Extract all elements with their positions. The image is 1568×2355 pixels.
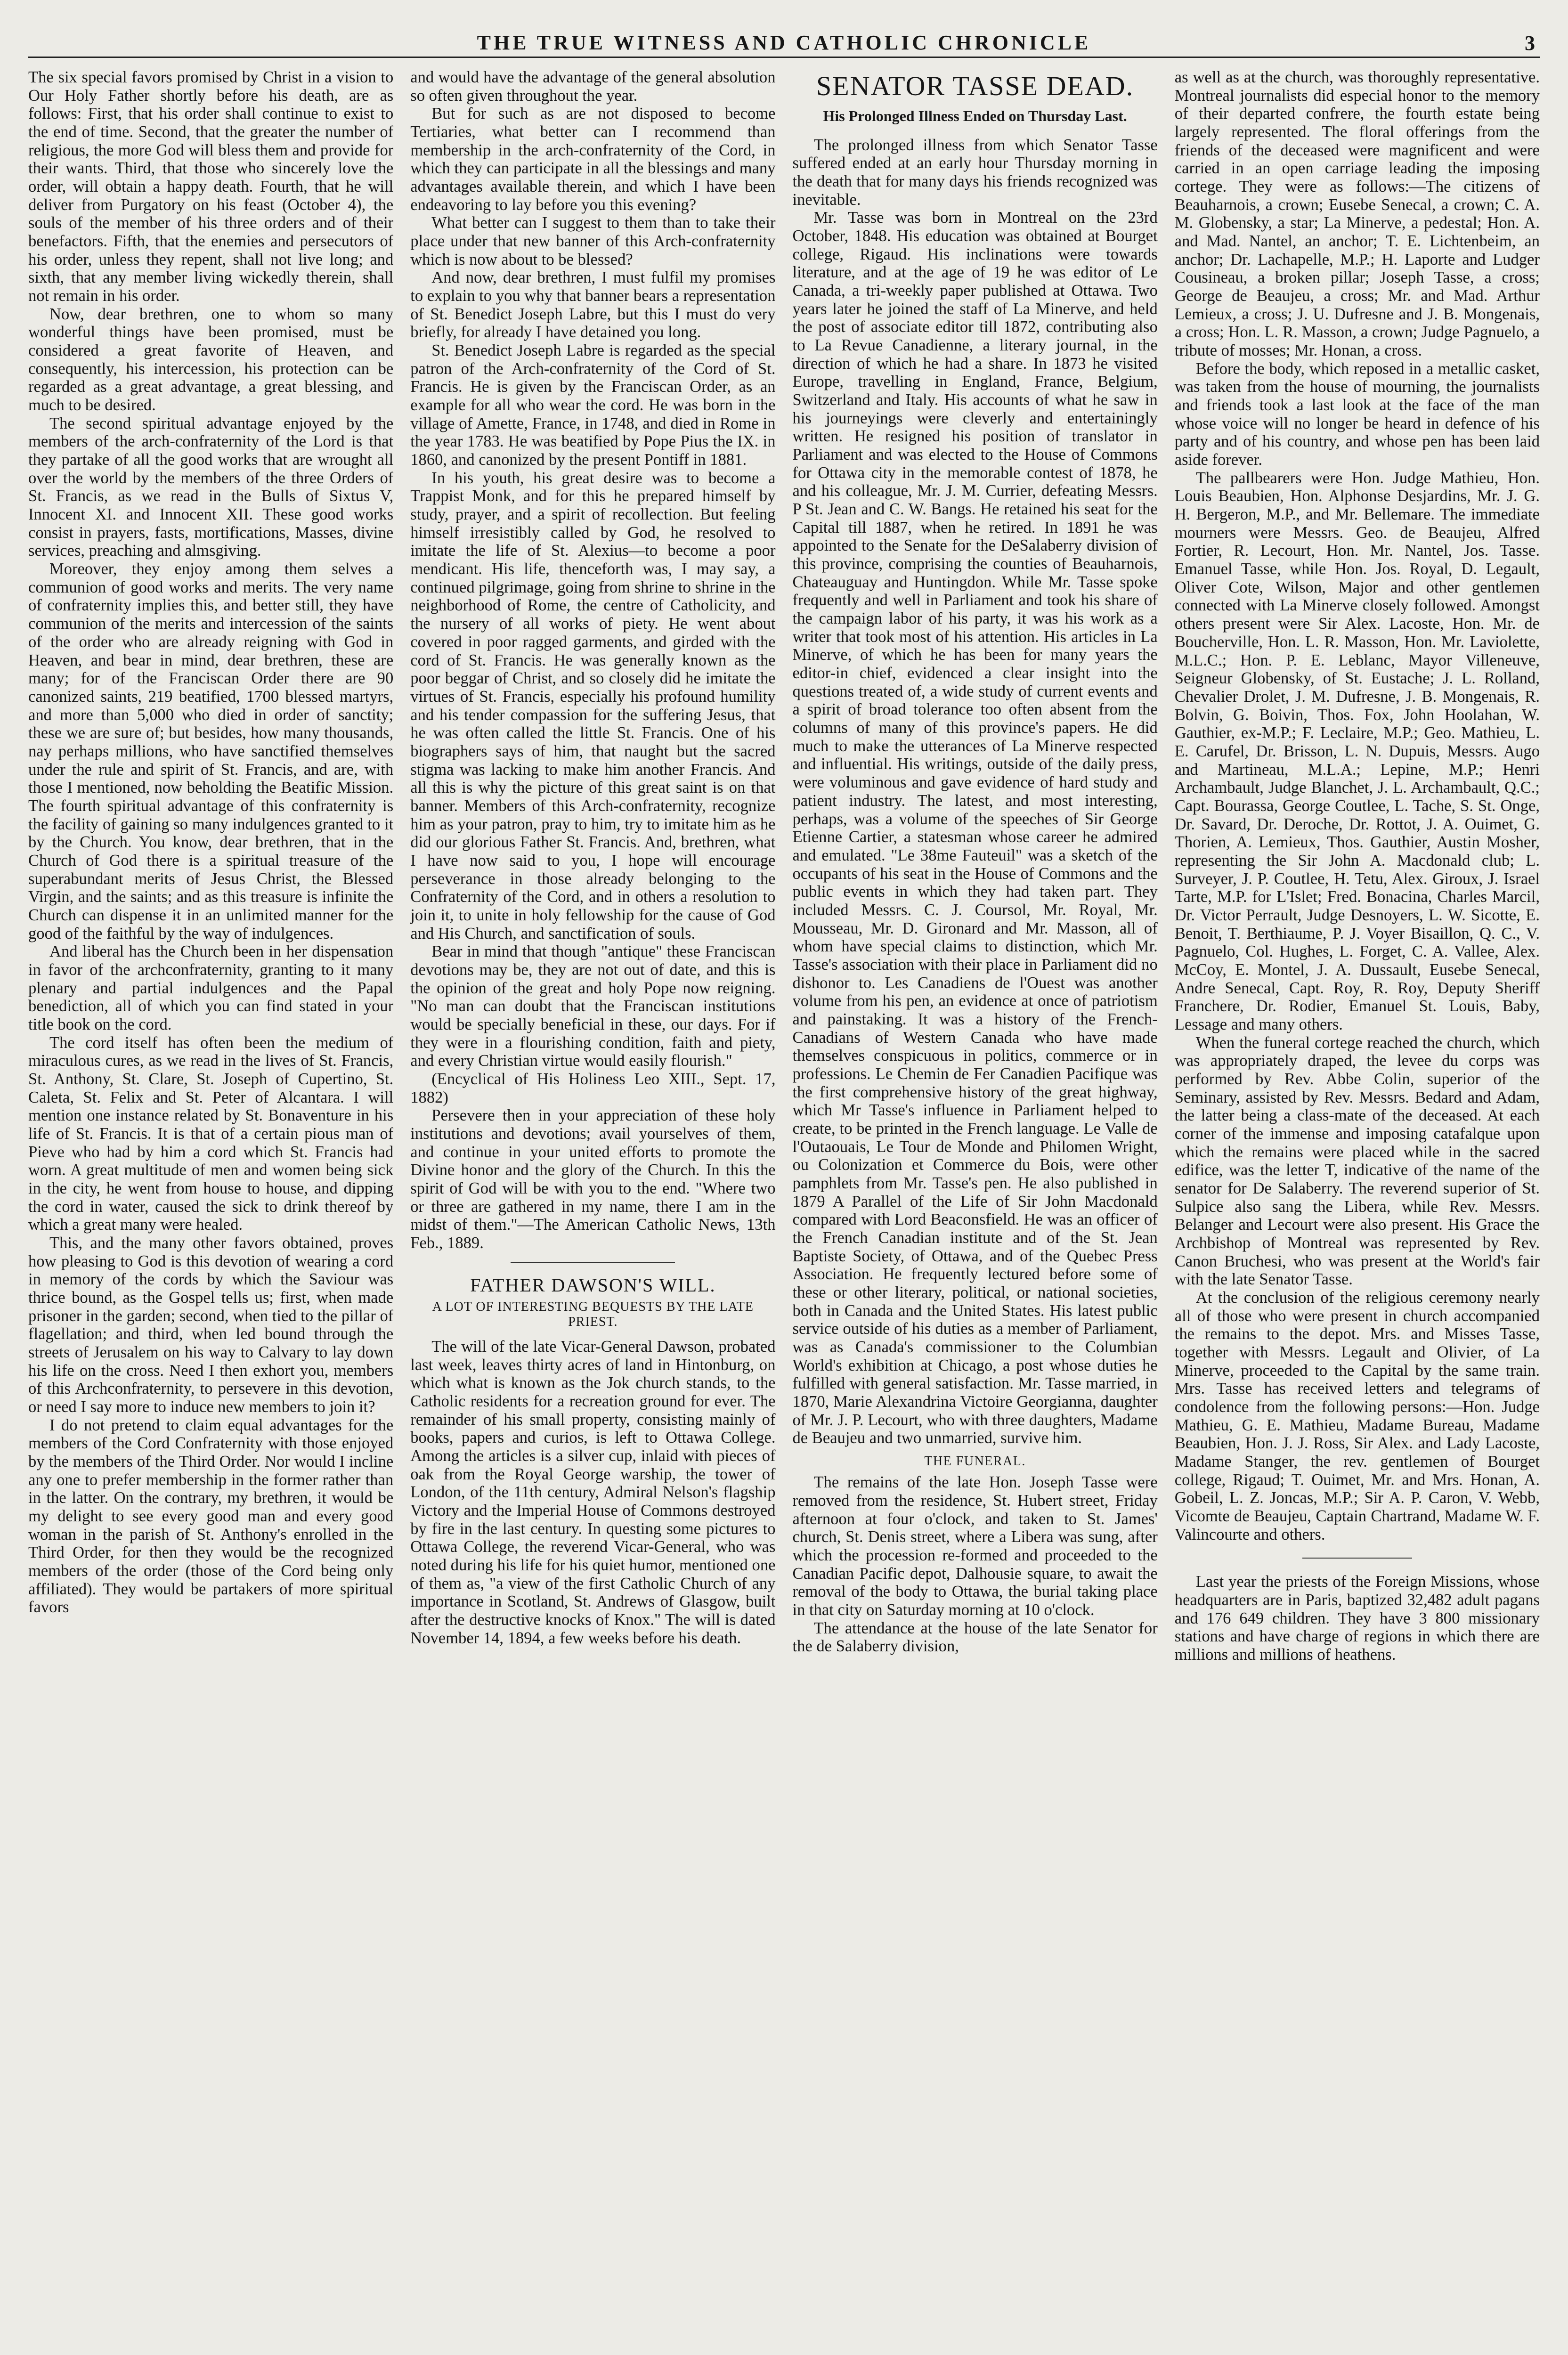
paragraph: The will of the late Vicar-General Dawson, probated last week, leaves thirty acres of land in Hintonburg, on which what is known as the Jok church stands, to the Catholic residents for a recreation ground for ever. The remainder of his small property, consisting mainly of books, papers and curios, is left to Ottawa College. Among the articles is a silver cup, inlaid with pieces of oak from the Royal George warship, the tower of London, of the 11th century, Admiral Nelson's flagship Victory and the Imperial House of Commons destroyed by fire in the last century. In questing some pictures to Ottawa College, the reverend Vicar-General, who was noted during his life for his quiet humor, mentioned one of them as, "a view of the first Catholic Church of any importance in Scotland, St. Andrews of Glasgow, built after the destructive knocks of Knox." The will is dated November 14, 1894, a few weeks before his death.	[410, 1337, 776, 1647]
paragraph: In his youth, his great desire was to become a Trappist Monk, and for this he prepared himself by study, prayer, and a spirit of recollection. But feeling himself irresistibly called by God, he resolved to imitate the life of St. Alexius—to become a poor mendicant. His life, thenceforth was, I may say, a continued pilgrimage, going from shrine to shrine in the neighborhood of Rome, the centre of Catholicity, and the nursery of all works of piety. He went about covered in poor ragged garments, and girded with the cord of St. Francis. He was generally known as the poor beggar of Christ, and so closely did he imitate the virtues of St. Francis, especially his profound humility and his tender compassion for the suffering Jesus, that he was often called the little St. Francis. One of his biographers says of him, that naught but the sacred stigma was lacking to make him another Francis. And all this is why the picture of this great saint is on that banner. Members of this Arch-confraternity, recognize him as your patron, pray to him, try to imitate him as he did our glorious Father St. Francis. And, brethren, what I have now said to you, I hope will encourage perseverance in those already belonging to the Confraternity of the Cord, and in others a resolution to join it, to unite in holy fellowship for the cause of God and His Church, and sanctification of souls.	[410, 469, 776, 942]
article-deck: His Prolonged Illness Ended on Thursday Last.	[823, 107, 1127, 124]
paragraph: St. Benedict Joseph Labre is regarded as the special patron of the Arch-confraternity of the Cord of St. Francis. He is given by the Franciscan Order, as an example for all who wear the cord. He was born in the village of Amette, France, in 1748, and died in Rome in the year 1783. He was beatified by Pope Pius the IX. in 1860, and canonized by the present Pontiff in 1881.	[410, 341, 776, 469]
paragraph: The cord itself has often been the medium of miraculous cures, as we read in the lives of St. Francis, St. Anthony, St. Clare, St. Joseph of Cupertino, St. Caleta, St. Felix and St. Peter of Alcantara. I will mention one instance related by St. Bonaventure in his life of St. Francis. It is that of a certain pious man of Pieve who had by him a cord which St. Francis had worn. A great multitude of men and women being sick in the city, he went from house to house, and dipping the cord in water, caused the sick to drink thereof by which a great many were healed.	[28, 1033, 394, 1234]
column-2	[410, 68, 775, 2355]
masthead	[28, 28, 1540, 58]
paragraph: Moreover, they enjoy among them selves a communion of good works and merits. The very name of confraternity implies this, and better still, they have communion of the merits and intercession of the saints of the order who are already reigning with God in Heaven, and bear in mind, dear brethren, these are many; for of the Franciscan Order there are 90 canonized saints, 219 beatified, 1700 blessed martyrs, and more than 5,000 who died in order of sanctity; these we are sure of; but besides, how many thousands, nay perhaps millions, who have sanctified themselves under the rule and spirit of St. Francis, and are, with those I mentioned, now beholding the Beatific Mission. The fourth spiritual advantage of this confraternity is the facility of gaining so many indulgences granted to it by the Church. You know, dear brethren, that in the Church of God there is a spiritual treasure of the superabundant merits of Jesus Christ, the Blessed Virgin, and the saints; and as this treasure is infinite the Church can dispense it in an unlimited manner for the good of the faithful by the way of indulgences.	[28, 560, 394, 942]
paragraph: And now, dear brethren, I must fulfil my promises to explain to you why that banner bears a representation of St. Benedict Joseph Labre, but this I must do very briefly, for already I have detained you long.	[410, 268, 776, 341]
paragraph: What better can I suggest to them than to take their place under that new banner of this Arch-confraternity which is now about to be blessed?	[410, 214, 776, 268]
article-headline: SENATOR TASSE DEAD.	[816, 71, 1134, 101]
paragraph: Persevere then in your appreciation of these holy institutions and devotions; avail yourselves of them, and continue in your united efforts to promote the Divine honor and the glory of the Church. In this the spirit of God will be with you to the end. "Where two or three are gathered in my name, there I am in the midst of them."—The American Catholic News, 13th Feb., 1889.	[410, 1106, 776, 1252]
article-heading: FATHER DAWSON'S WILL.	[470, 1274, 716, 1296]
paragraph: and would have the advantage of the general absolution so often given throughout the year.	[410, 68, 776, 105]
paragraph: Now, dear brethren, one to whom so many wonderful things have been promised, must be considered a great favorite of Heaven, and consequently, his intercession, his protection can be regarded as a great advantage, a great blessing, and much to be desired.	[28, 305, 394, 414]
divider	[511, 1262, 675, 1263]
paragraph: I do not pretend to claim equal advantages for the members of the Cord Confraternity with those enjoyed by the members of the Third Order. Nor would I incline any one to prefer membership in the former rather than in the latter. On the contrary, my brethren, it would be my delight to see every good man and every good woman in the parish of St. Anthony's enrolled in the Third Order, for then they would be the recognized members of the order (those of the Cord being only affiliated). They would be partakers of more spiritual favors	[28, 1416, 394, 1616]
paragraph: The remains of the late Hon. Joseph Tasse were removed from the residence, St. Hubert street, Friday afternoon at four o'clock, and taken to St. James' church, St. Denis street, where a Libera was sung, after which the procession re-formed and proceeded to the Canadian Pacific depot, Dalhousie square, to await the removal of the body to Ottawa, the burial taking place in that city on Saturday morning at 10 o'clock.	[792, 1473, 1158, 1619]
divider	[1302, 1558, 1412, 1559]
paragraph: Bear in mind that though "antique" these Franciscan devotions may be, they are not out of date, and this is the opinion of the great and holy Pope now reigning. "No man can doubt that the Franciscan institutions would be specially beneficial in these, our days. For if they were in a flourishing condition, faith and piety, and every Christian virtue would easily flourish."	[410, 942, 776, 1070]
paragraph: The second spiritual advantage enjoyed by the members of the arch-confraternity of the Lord is that they partake of all the good works that are wrought all over the world by the members of the three Orders of St. Francis, as we read in the Bulls of Sixtus V, Innocent XI. and Innocent XII. These good works consist in prayers, fasts, mortifications, Masses, divine services, preaching and almsgiving.	[28, 414, 394, 560]
page-number: 3	[1525, 32, 1535, 55]
paragraph: The attendance at the house of the late Senator for the de Salaberry division,	[792, 1619, 1158, 1656]
paragraph: Last year the priests of the Foreign Missions, whose headquarters are in Paris, baptized 32,482 adult pagans and 176 649 children. They have 3 800 missionary stations and have charge of regions in which there are millions and millions of heathens.	[1174, 1573, 1540, 1664]
paragraph: as well as at the church, was thoroughly representative. Montreal journalists did especial honor to the memory of their departed confrere, the fourth estate being largely represented. The floral offerings from the friends of the deceased were magnificent and were carried in an open carriage leading the imposing cortege. They were as follows:—The citizens of Beauharnois, a crown; Eusebe Senecal, a crown; C. A. M. Globensky, a star; La Minerve, a pedestal; Hon. A. and Mad. Nantel, an anchor; T. E. Lichtenbeim, an anchor; Dr. Lachapelle, M.P.; H. Laporte and Ludger Cousineau, a broken pillar; Joseph Tasse, a cross; George de Beaujeu, a cross; Mr. and Mad. Arthur Lemieux, a cross; J. U. Dufresne and J. B. Mongenais, a cross; Hon. L. R. Masson, a crown; Judge Pagnuelo, a tribute of mosses; Mr. Honan, a cross.	[1174, 68, 1540, 360]
paragraph: But for such as are not disposed to become Tertiaries, what better can I recommend than membership in the arch-confraternity of the Cord, in which they can participate in all the blessings and many advantages available therein, and which I have been endeavoring to lay before you this evening?	[410, 105, 776, 214]
citation: (Encyclical of His Holiness Leo XIII., Sept. 17, 1882)	[410, 1070, 776, 1106]
paragraph: Before the body, which reposed in a metallic casket, was taken from the house of mourning, the journalists and friends took a last look at the face of the man whose voice will no longer be heard in defence of his party and of his country, and whose pen has been laid aside forever.	[1174, 359, 1540, 469]
paragraph: The pallbearers were Hon. Judge Mathieu, Hon. Louis Beaubien, Hon. Alphonse Desjardins, Mr. J. G. H. Bergeron, M.P., and Mr. Bellemare. The immediate mourners were Messrs. Geo. de Beaujeu, Alfred Fortier, R. Lecourt, Hon. Mr. Nantel, Jos. Tasse. Emanuel Tasse, while Hon. Jos. Royal, D. Legault, Oliver Cote, Wilson, Major and other gentlemen connected with La Minerve closely followed. Amongst others present were Sir Alex. Lacoste, Hon. Mr. de Boucherville, Hon. L. R. Masson, Hon. Mr. Laviolette, M.L.C.; Hon. P. E. Leblanc, Mayor Villeneuve, Seigneur Globensky, of St. Eustache; J. L. Rolland, Chevalier Drolet, J. M. Dufresne, J. B. Mongenais, R. Bolvin, G. Boivin, Thos. Fox, John Hoolahan, W. Gauthier, ex-M.P.; F. Leclaire, M.P.; Geo. Mathieu, L. E. Carufel, Dr. Brisson, L. N. Dupuis, Messrs. Augo and Martineau, M.L.A.; Lepine, M.P.; Henri Archambault, Judge Blanchet, J. L. Archambault, Q.C.; Capt. Bourassa, George Coutlee, L. Tache, S. St. Onge, Dr. Savard, Dr. Deroche, Dr. Rottot, J. A. Ouimet, G. Thorien, A. Lemieux, Thos. Gauthier, Austin Mosher, representing the Sir John A. Macdonald club; L. Surveyer, J. P. Coutlee, H. Tetu, Alex. Giroux, J. Israel Tarte, M.P. for L'Islet; Fred. Bonacina, Charles Marcil, Dr. Victor Perrault, Judge Desnoyers, L. W. Sicotte, E. Benoit, T. Berthiaume, P. J. Voyer Bisaillon, Q. C., V. Pagnuelo, Col. Hughes, L. Forget, C. A. Vallee, Alex. McCoy, E. Montel, J. A. Dussault, Eusebe Senecal, Andre Senecal, Capt. Roy, R. Roy, Deputy Sheriff Franchere, Dr. Rodier, Emanuel St. Louis, Baby, Lessage and many others.	[1174, 469, 1540, 1033]
article-subheading: A LOT OF INTERESTING BEQUESTS BY THE LATE PRIEST.	[432, 1299, 754, 1329]
column-1	[28, 68, 393, 2355]
paragraph: When the funeral cortege reached the church, which was appropriately draped, the levee du corps was performed by Rev. Abbe Colin, superior of the Seminary, assisted by Rev. Messrs. Bedard and Adam, the latter being a class-mate of the deceased. At each corner of the immense and imposing catafalque upon which the remains were placed while in the sacred edifice, was the letter T, indicative of the name of the senator for De Salaberry. The reverend superior of St. Sulpice also sang the Libera, while Rev. Messrs. Belanger and Lecourt were also present. His Grace the Archbishop of Montreal was represented by Rev. Canon Bruchesi, who was present at the World's fair with the late Senator Tasse.	[1174, 1033, 1540, 1289]
paragraph: This, and the many other favors obtained, proves how pleasing to God is this devotion of wearing a cord in memory of the cords by which the Saviour was thrice bound, as the Gospel tells us; first, when made prisoner in the garden; second, when tied to the pillar of flagellation; and third, when led bound through the streets of Jerusalem on his way to Calvary to lay down his life on the cross. Need I then exhort you, members of this Archconfraternity, to persevere in this devotion, or need I say more to induce new members to join it?	[28, 1234, 394, 1416]
funeral-heading: THE FUNERAL.	[924, 1454, 1026, 1469]
column-4	[1175, 68, 1540, 2355]
column-3	[793, 68, 1158, 2355]
paragraph: The prolonged illness from which Senator Tasse suffered ended at an early hour Thursday morning in the death that for many days his friends recognized was inevitable.	[792, 136, 1158, 209]
paragraph: And liberal has the Church been in her dispensation in favor of the archconfraternity, granting to it many plenary and partial indulgences and the Papal benediction, all of which you can find stated in your title book on the cord.	[28, 942, 394, 1033]
paragraph: At the conclusion of the religious ceremony nearly all of those who were present in church accompanied the remains to the depot. Mrs. and Misses Tasse, together with Messrs. Legault and Olivier, of La Minerve, proceeded to the Capital by the same train. Mrs. Tasse has received letters and telegrams of condolence from the following persons:—Hon. Judge Mathieu, G. E. Mathieu, Madame Bureau, Madame Beaubien, Hon. J. J. Ross, Sir Alex. and Lady Lacoste, Madame Stanger, the rev. gentlemen of Bourget college, Rigaud; T. Ouimet, Mr. and Mrs. Honan, A. Gobeil, L. Z. Joncas, M.P.; Sir A. P. Caron, V. Webb, Vicomte de Beaujeu, Captain Chartrand, Madame W. F. Valincourte and others.	[1174, 1289, 1540, 1543]
paragraph: The six special favors promised by Christ in a vision to Our Holy Father shortly before his death, are as follows: First, that his order shall continue to exist to the end of time. Second, that the greater the number of religious, the more God will bless them and provide for their wants. Third, that those who sincerely love the order, will obtain a happy death. Fourth, that he will deliver from Purgatory on his feast (October 4), the souls of the member of his three orders and of their benefactors. Fifth, that the enemies and persecutors of his order, unless they repent, shall not live long; and sixth, that any member living wickedly therein, shall not remain in his order.	[28, 68, 394, 305]
columns	[28, 68, 1540, 2355]
masthead-title: THE TRUE WITNESS AND CATHOLIC CHRONICLE	[477, 31, 1091, 54]
paragraph: Mr. Tasse was born in Montreal on the 23rd October, 1848. His education was obtained at Bourget college, Rigaud. His inclinations were towards literature, and at the age of 19 he was editor of Le Canada, a tri-weekly paper published at Ottawa. Two years later he joined the staff of La Minerve, and held the post of associate editor till 1872, contributing also to La Revue Canadienne, a literary journal, in the direction of which he had a share. In 1873 he visited Europe, travelling in England, France, Belgium, Switzerland and Italy. His accounts of what he saw in his journeyings were cleverly and entertainingly written. He resigned his position of translator in Parliament and was elected to the House of Commons for Ottawa city in the memorable contest of 1878, he and his colleague, Mr. J. M. Currier, defeating Messrs. P St. Jean and C. W. Bangs. He retained his seat for the Capital till 1887, when he retired. In 1891 he was appointed to the Senate for the DeSalaberry division of this province, comprising the counties of Beauharnois, Chateauguay and Huntingdon. While Mr. Tasse spoke frequently and well in Parliament and took his share of the campaign labor of his party, it was his work as a writer that took most of his attention. His articles in La Minerve, of which he has been for many years the editor-in chief, evidenced a clear insight into the questions treated of, a wide study of current events and a spirit of broad tolerance too often absent from the columns of many of this province's papers. He did much to make the utterances of La Minerve respected and influential. His writings, outside of the daily press, were voluminous and gave evidence of hard study and patient industry. The latest, and most interesting, perhaps, was a volume of the speeches of Sir George Etienne Cartier, a statesman whose career he admired and emulated. "Le 38me Fauteuil" was a sketch of the occupants of his seat in the House of Commons and the public events in which they had taken part. They included Messrs. C. J. Coursol, Mr. Royal, Mr. Mousseau, Mr. D. Gironard and Mr. Masson, all of whom have special claims to distinction, which Mr. Tasse's association with their place in Parliament did no dishonor to. Les Canadiens de l'Ouest was another volume from his pen, an evidence at once of patriotism and painstaking. It was a history of the French-Canadians of Western Canada who have made themselves conspicuous in politics, commerce or in professions. Le Chemin de Fer Canadien Pacifique was the first comprehensive history of the great highway, which Mr Tasse's influence in Parliament helped to create, to be printed in the French language. Le Valle de l'Outaouais, Le Tour de Monde and Philomen Wright, ou Colonization et Commerce du Bois, were other pamphlets from Mr. Tasse's pen. He also published in 1879 A Parallel of the Life of Sir John Macdonald compared with Lord Beaconsfield. He was an officer of the French Canadian institute and of the St. Jean Baptiste Society, of Ottawa, and of the Quebec Press Association. He frequently lectured before some of these or other literary, political, or national societies, both in Canada and the United States. His latest public service outside of his duties as a member of Parliament, was as Canada's commissioner to the Columbian World's exhibition at Chicago, a post whose duties he fulfilled with general satisfaction. Mr. Tasse married, in 1870, Marie Alexandrina Victoire Georgianna, daughter of Mr. J. P. Lecourt, who with three daughters, Madame de Beaujeu and two unmarried, survive him.	[792, 209, 1158, 1447]
